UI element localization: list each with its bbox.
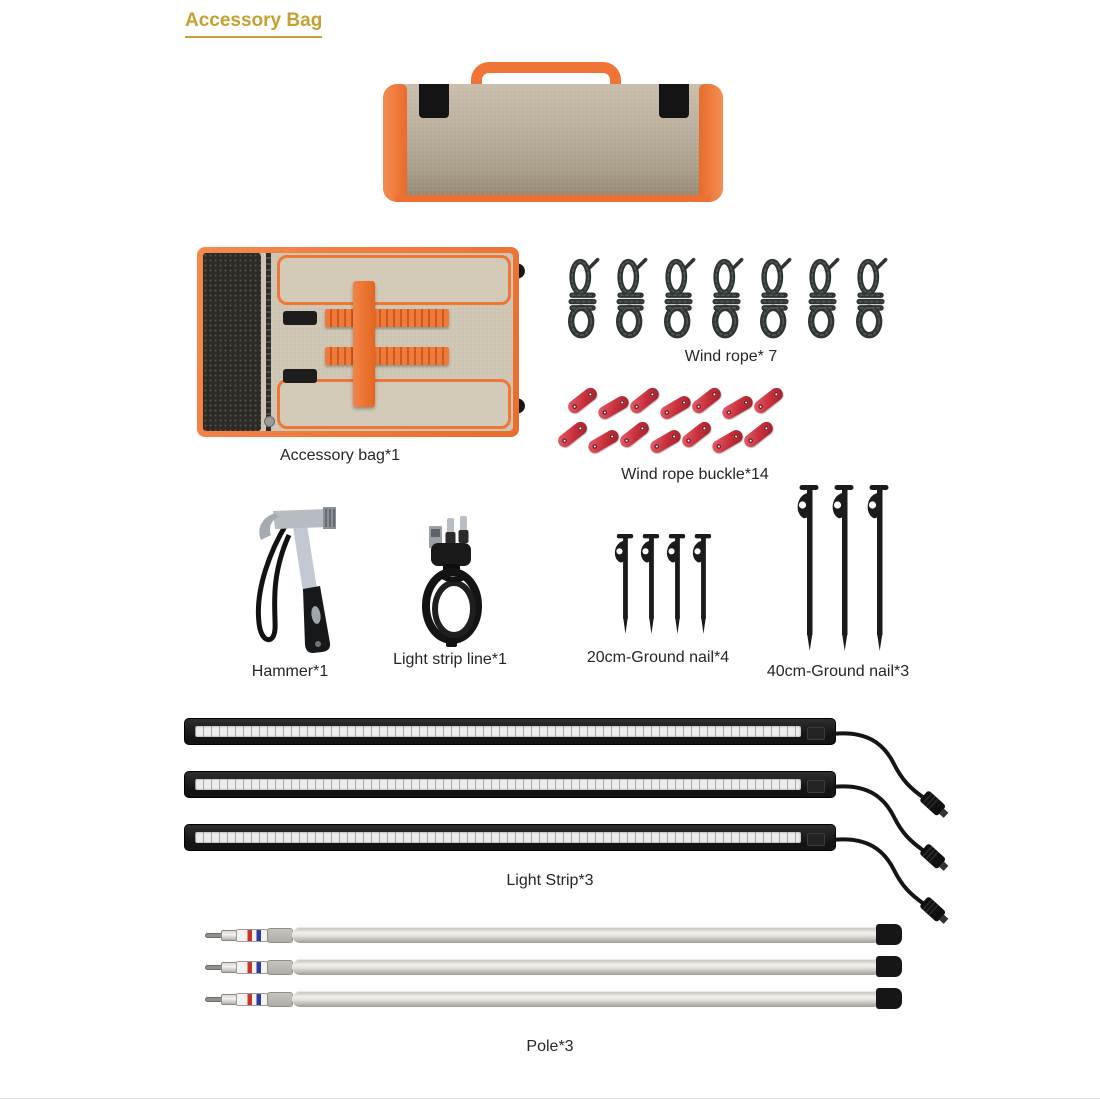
velcro-strap <box>283 369 317 383</box>
pole-collar <box>267 928 293 943</box>
wind-rope-buckle-icon <box>627 385 661 416</box>
light-strip-label: Light Strip*3 <box>506 872 594 889</box>
wind-rope-buckle-icon <box>648 428 683 456</box>
wind-rope-buckle-icon <box>658 394 693 422</box>
pole-end-cap <box>876 956 902 977</box>
ground-nail-20cm-icon <box>690 530 715 638</box>
light-strip-connector <box>807 780 825 793</box>
hammer-label: Hammer*1 <box>251 663 329 680</box>
wind-rope-buckle-icon <box>596 394 631 422</box>
ground-nail-40cm-icon <box>793 483 824 653</box>
light-strip-cable <box>832 832 962 924</box>
ground-nail-20cm-group <box>612 530 715 638</box>
ground-nail-40cm-group <box>793 483 894 653</box>
ground-nail-40cm-icon <box>863 483 894 653</box>
zipper <box>266 253 271 431</box>
wind-rope-buckle-icon <box>555 419 589 450</box>
pole-tip-pin <box>205 933 222 938</box>
light-strip-connector <box>807 727 825 740</box>
page-title: Accessory Bag <box>185 10 322 38</box>
pole-group <box>205 922 905 1017</box>
bag-right-trim <box>699 84 723 202</box>
wind-rope-icon <box>659 253 699 341</box>
pole-collar <box>267 992 293 1007</box>
pole-ferrule <box>221 994 237 1005</box>
buckle-row <box>566 394 783 414</box>
wind-rope-buckle-icon <box>565 385 599 416</box>
wind-rope-icon <box>851 253 891 341</box>
ground-nail-40cm-label: 40cm-Ground nail*3 <box>766 663 910 680</box>
light-strip-bar <box>184 771 836 798</box>
light-strip-line-label: Light strip line*1 <box>393 651 507 668</box>
pole-ferrule <box>221 930 237 941</box>
rolled-accessory-bag-photo <box>383 62 723 202</box>
led-strip <box>195 779 801 790</box>
bag-orange-frame <box>197 247 519 437</box>
pole-label-band <box>236 993 268 1006</box>
wind-rope-buckle-group <box>566 394 783 448</box>
wind-rope-icon <box>611 253 651 341</box>
bag-bottom-trim <box>395 195 711 202</box>
page-bottom-divider <box>0 1098 1100 1099</box>
pole-label-band <box>236 929 268 942</box>
wind-rope-buckle-icon <box>617 419 651 450</box>
pole-label-band <box>236 961 268 974</box>
wind-rope-icon <box>803 253 843 341</box>
bag-strap <box>419 84 449 118</box>
ground-nail-40cm-icon <box>828 483 859 653</box>
velcro-strap <box>283 311 317 325</box>
open-accessory-bag-photo <box>197 247 519 437</box>
bag-inner-panel <box>203 253 513 431</box>
wind-rope-icon <box>563 253 603 341</box>
pole-shaft <box>292 927 878 943</box>
led-strip <box>195 726 801 737</box>
center-strap <box>353 281 375 407</box>
pole-collar <box>267 960 293 975</box>
led-strip <box>195 832 801 843</box>
hammer-photo <box>243 497 343 657</box>
wind-rope-buckle-icon <box>720 394 755 422</box>
buckle-row <box>556 428 783 448</box>
ground-nail-20cm-icon <box>638 530 663 638</box>
pole-photo <box>205 954 905 980</box>
elastic-loop-strip <box>325 347 449 365</box>
pole-shaft <box>292 991 878 1007</box>
bag-left-trim <box>383 84 407 202</box>
light-strip-line-photo <box>403 512 503 648</box>
pole-tip-pin <box>205 997 222 1002</box>
ground-nail-20cm-label: 20cm-Ground nail*4 <box>586 649 730 666</box>
wind-rope-buckle-icon <box>679 419 713 450</box>
wind-rope-buckle-icon <box>586 428 621 456</box>
light-strip-group <box>184 718 974 928</box>
light-strip-bar <box>184 824 836 851</box>
light-strip-bar <box>184 718 836 745</box>
ground-nail-20cm-icon <box>664 530 689 638</box>
wind-rope-group <box>563 253 891 341</box>
mesh-pocket <box>203 253 261 431</box>
pole-photo <box>205 922 905 948</box>
pole-end-cap <box>876 924 902 945</box>
elastic-loop-strip <box>325 309 449 327</box>
pole-end-cap <box>876 988 902 1009</box>
wind-rope-buckle-icon <box>710 428 745 456</box>
pole-shaft <box>292 959 878 975</box>
wind-rope-buckle-icon <box>689 385 723 416</box>
wind-rope-buckle-icon <box>751 385 785 416</box>
wind-rope-buckle-label: Wind rope buckle*14 <box>621 466 769 483</box>
light-strip-connector <box>807 833 825 846</box>
wind-rope-icon <box>707 253 747 341</box>
wind-rope-buckle-icon <box>741 419 775 450</box>
pole-ferrule <box>221 962 237 973</box>
accessory-bag-label: Accessory bag*1 <box>279 447 401 464</box>
pole-tip-pin <box>205 965 222 970</box>
bag-strap <box>659 84 689 118</box>
pole-label: Pole*3 <box>526 1038 574 1055</box>
pole-photo <box>205 986 905 1012</box>
bag-bottom-flap <box>277 379 511 429</box>
ground-nail-20cm-icon <box>612 530 637 638</box>
wind-rope-label: Wind rope* 7 <box>684 348 778 365</box>
wind-rope-icon <box>755 253 795 341</box>
bag-top-flap <box>277 255 511 305</box>
